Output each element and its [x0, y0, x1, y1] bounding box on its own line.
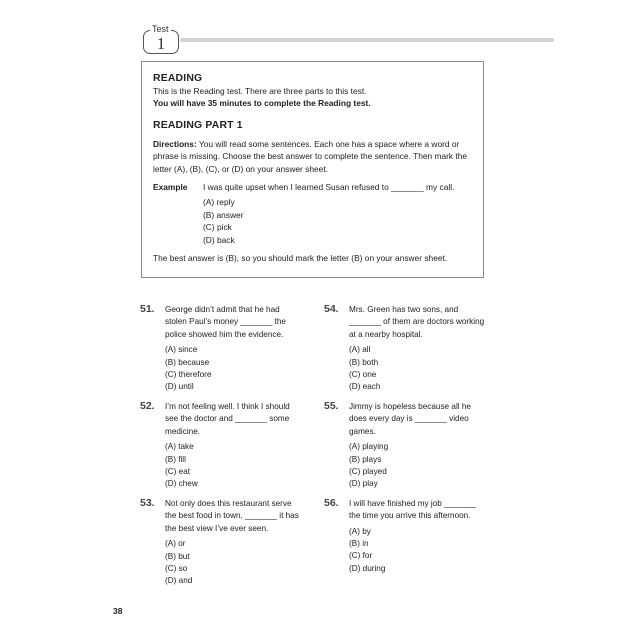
best-answer-note: The best answer is (B), so you should mark the letter (B) on your answer sheet. — [153, 253, 448, 264]
example-row — [153, 181, 472, 193]
answer-option: (B) fill — [165, 454, 186, 464]
question-text: Not only does this restaurant serve the best food in town, _______ it has the best view I’ve ever seen. — [165, 499, 299, 533]
answer-option: (A) or — [165, 539, 186, 549]
answer-option: (A) all — [349, 345, 371, 355]
header-rule — [180, 38, 554, 42]
answer-option: (B) because — [165, 357, 210, 367]
answer-option: (C) therefore — [165, 369, 212, 379]
directions-text: You will read some sentences. Each one has a space where a word or phrase is missing. Choose the best answer to complete the sentence. Then mark the letter (A), (B), (C), or (D) on your answer sheet. — [153, 138, 468, 174]
question-number: 56. — [324, 497, 339, 509]
directions — [153, 138, 472, 175]
part-title: READING PART 1 — [153, 119, 243, 131]
question-options — [165, 441, 303, 490]
question-options — [349, 526, 487, 575]
example-sentence: I was quite upset when I learned Susan refused to _______ my call. — [203, 182, 455, 193]
answer-option: (A) since — [165, 345, 198, 355]
question-text: Mrs. Green has two sons, and _______ of them are doctors working at a nearby hospital. — [349, 305, 485, 339]
answer-option: (C) so — [165, 563, 188, 573]
reading-title: READING — [153, 73, 203, 84]
answer-option: (B) both — [349, 357, 379, 367]
test-tab — [143, 24, 179, 52]
question-number: 53. — [140, 497, 155, 509]
answer-option: (C) for — [349, 551, 373, 561]
example-option: (B) answer — [203, 209, 244, 220]
answer-option: (C) eat — [165, 466, 191, 476]
example-label: Example — [153, 182, 188, 193]
question-number: 52. — [140, 400, 155, 412]
example-option: (C) pick — [203, 222, 232, 233]
test-tab-number: 1 — [156, 34, 166, 53]
answer-option: (C) one — [349, 369, 377, 379]
answer-option: (A) by — [349, 526, 371, 536]
question-text: George didn’t admit that he had stolen Paul’s money _______ the police showed him the evidence. — [165, 305, 286, 339]
question-options — [349, 344, 487, 393]
answer-option: (C) played — [349, 466, 387, 476]
example-option: (A) reply — [203, 197, 235, 208]
answer-option: (B) plays — [349, 454, 382, 464]
directions-label: Directions: — [153, 138, 197, 149]
test-tab-label: Test — [152, 24, 169, 34]
answer-option: (A) take — [165, 442, 194, 452]
answer-option: (D) chew — [165, 479, 198, 489]
answer-option: (D) play — [349, 479, 378, 489]
question-number: 54. — [324, 303, 339, 315]
question-number: 55. — [324, 400, 339, 412]
answer-option: (D) and — [165, 576, 193, 586]
answer-option: (D) each — [349, 382, 381, 392]
question-text: Jimmy is hopeless because all he does every day is _______ video games. — [349, 402, 471, 436]
question-options — [165, 538, 303, 587]
answer-option: (D) during — [349, 563, 386, 573]
question-text: I’m not feeling well. I think I should see the doctor and _______ some medicine. — [165, 402, 290, 436]
reading-intro-line: This is the Reading test. There are three parts to this test. — [153, 86, 367, 96]
answer-option: (B) in — [349, 539, 369, 549]
example-options — [203, 196, 472, 246]
question-number: 51. — [140, 303, 155, 315]
answer-option: (D) until — [165, 382, 194, 392]
question-text: I will have finished my job _______ the time you arrive this afternoon. — [349, 499, 476, 521]
example-option: (D) back — [203, 234, 235, 245]
answer-option: (A) playing — [349, 442, 389, 452]
question-options — [349, 441, 487, 490]
answer-option: (B) but — [165, 551, 190, 561]
reading-intro-box — [141, 61, 484, 278]
reading-time-line: You will have 35 minutes to complete the Reading test. — [153, 98, 371, 109]
page-number: 38 — [113, 606, 123, 616]
question-options — [165, 344, 303, 393]
